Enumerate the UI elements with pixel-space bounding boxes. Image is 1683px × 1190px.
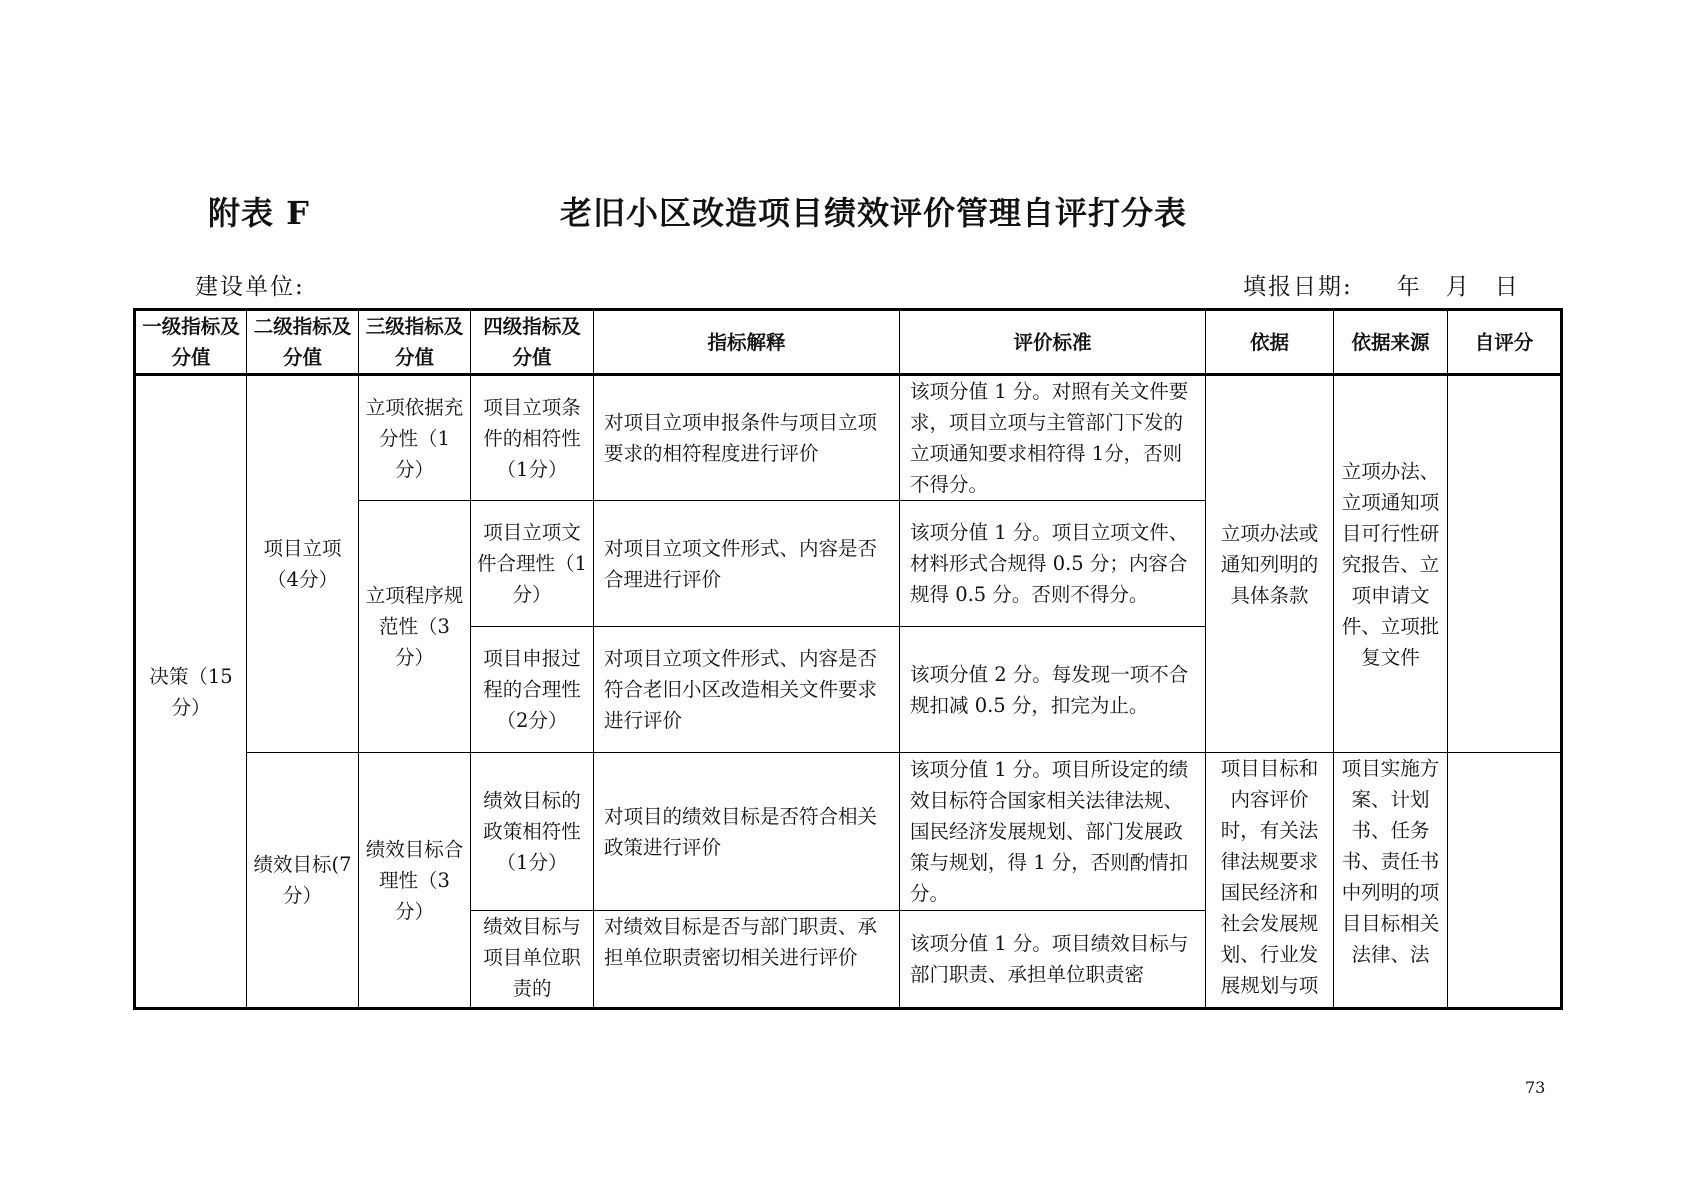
col-header: 自评分 bbox=[1448, 310, 1562, 375]
fill-date-text: 填报日期: bbox=[1243, 274, 1353, 300]
page-title: 老旧小区改造项目绩效评价管理自评打分表 bbox=[560, 194, 1188, 232]
level4-cell: 项目立项条件的相符性（1分） bbox=[471, 375, 594, 501]
table-header-row bbox=[135, 310, 1562, 375]
standard-cell: 该项分值 1 分。项目立项文件、材料形式合规得 0.5 分；内容合规得 0.5 分。否则不得分。 bbox=[900, 501, 1206, 627]
col-header: 四级指标及分值 bbox=[471, 310, 594, 375]
explain-cell: 对绩效目标是否与部门职责、承担单位职责密切相关进行评价 bbox=[594, 911, 900, 1009]
construction-unit-label: 建设单位: bbox=[195, 274, 305, 300]
standard-cell: 该项分值 2 分。每发现一项不合规扣减 0.5 分，扣完为止。 bbox=[900, 627, 1206, 753]
explain-cell: 对项目立项申报条件与项目立项要求的相符程度进行评价 bbox=[594, 375, 900, 501]
level2-cell: 绩效目标(7分） bbox=[247, 753, 359, 1009]
level4-cell: 项目立项文件合理性（1分） bbox=[471, 501, 594, 627]
explain-cell: 对项目的绩效目标是否符合相关政策进行评价 bbox=[594, 753, 900, 911]
col-header: 依据来源 bbox=[1334, 310, 1448, 375]
source-cell: 立项办法、立项通知项目可行性研究报告、立项申请文件、立项批复文件 bbox=[1334, 375, 1448, 753]
level4-cell: 绩效目标与项目单位职责的 bbox=[471, 911, 594, 1009]
level1-cell: 决策（15分） bbox=[135, 375, 247, 1009]
col-header: 评价标准 bbox=[900, 310, 1206, 375]
level3-cell: 绩效目标合理性（3分） bbox=[359, 753, 471, 1009]
fill-date-label bbox=[1243, 268, 1520, 301]
table-row bbox=[135, 375, 1562, 501]
explain-cell: 对项目立项文件形式、内容是否符合老旧小区改造相关文件要求进行评价 bbox=[594, 627, 900, 753]
col-header: 一级指标及分值 bbox=[135, 310, 247, 375]
standard-cell: 该项分值 1 分。对照有关文件要求，项目立项与主管部门下发的立项通知要求相符得 1分，否则不得分。 bbox=[900, 375, 1206, 501]
date-year: 年 bbox=[1396, 274, 1422, 300]
col-header: 二级指标及分值 bbox=[247, 310, 359, 375]
page-number: 73 bbox=[1525, 1078, 1546, 1097]
table-row bbox=[135, 753, 1562, 911]
self-score-cell[interactable] bbox=[1448, 753, 1562, 1009]
level4-cell: 项目申报过程的合理性（2分） bbox=[471, 627, 594, 753]
self-score-cell[interactable] bbox=[1448, 375, 1562, 753]
level2-cell: 项目立项（4分） bbox=[247, 375, 359, 753]
level4-cell: 绩效目标的政策相符性（1分） bbox=[471, 753, 594, 911]
date-month: 月 bbox=[1445, 274, 1471, 300]
col-header: 指标解释 bbox=[594, 310, 900, 375]
col-header: 三级指标及分值 bbox=[359, 310, 471, 375]
basis-cell: 项目目标和内容评价时，有关法律法规要求国民经济和社会发展规划、行业发展规划与项 bbox=[1206, 753, 1334, 1009]
basis-cell: 立项办法或通知列明的具体条款 bbox=[1206, 375, 1334, 753]
level3-cell: 立项程序规范性（3分） bbox=[359, 501, 471, 753]
explain-cell: 对项目立项文件形式、内容是否合理进行评价 bbox=[594, 501, 900, 627]
standard-cell: 该项分值 1 分。项目绩效目标与部门职责、承担单位职责密 bbox=[900, 911, 1206, 1009]
source-cell: 项目实施方案、计划书、任务书、责任书中列明的项目目标相关法律、法 bbox=[1334, 753, 1448, 1009]
standard-cell: 该项分值 1 分。项目所设定的绩效目标符合国家相关法律法规、国民经济发展规划、部门发展政策与规划，得 1 分，否则酌情扣分。 bbox=[900, 753, 1206, 911]
score-table bbox=[133, 308, 1563, 1010]
appendix-label: 附表 F bbox=[208, 194, 310, 232]
level3-cell: 立项依据充分性（1分） bbox=[359, 375, 471, 501]
date-day: 日 bbox=[1494, 274, 1520, 300]
col-header: 依据 bbox=[1206, 310, 1334, 375]
